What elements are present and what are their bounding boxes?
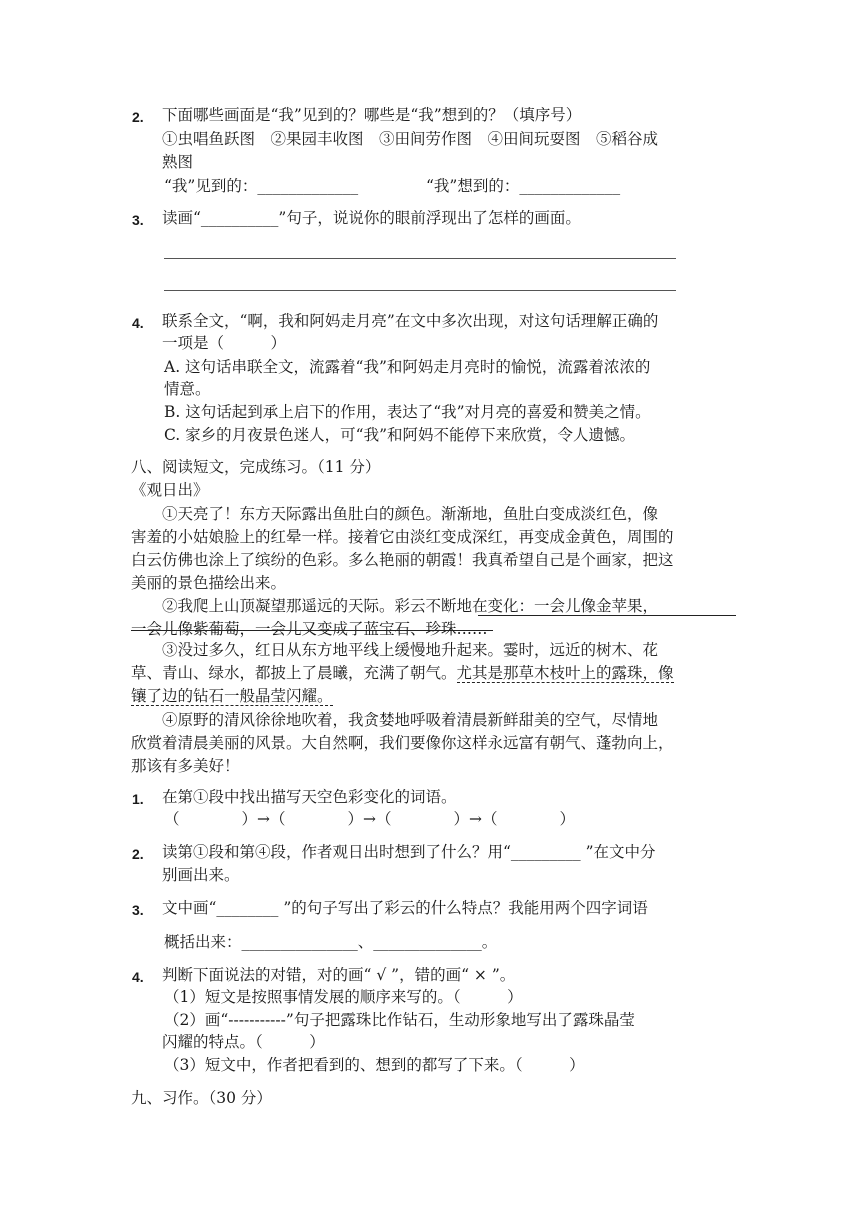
q2-number: 2. bbox=[132, 109, 144, 125]
s8q1-blanks: （ ）→（ ）→（ ）→（ ） bbox=[164, 810, 575, 828]
s8q3-blanks: 概括出来：_______________、______________。 bbox=[164, 933, 498, 951]
s8q1-number: 1. bbox=[132, 791, 144, 807]
passage-p3-line bbox=[131, 685, 333, 707]
q4-option-a: A. 这句话串联全文，流露着“我”和阿妈走月亮时的愉悦，流露着浓浓的 bbox=[164, 358, 651, 376]
q2-prompt: 下面哪些画面是“我”见到的？哪些是“我”想到的？（填序号） bbox=[162, 106, 582, 124]
q2-options-cont: 熟图 bbox=[162, 153, 194, 171]
s8q4-item-2-cont: 闪耀的特点。（ ） bbox=[162, 1033, 325, 1051]
q4-option-a-cont: 情意。 bbox=[164, 380, 211, 398]
answer-line bbox=[164, 290, 676, 291]
passage-p1-line: 害羞的小姑娘脸上的红晕一样。接着它由淡红变成深红，再变成金黄色，周围的 bbox=[131, 528, 674, 546]
s8q4-item-3: （3）短文中，作者把看到的、想到的都写了下来。（ ） bbox=[164, 1056, 585, 1074]
s8q2-prompt: 读第①段和第④段，作者观日出时想到了什么？用“_________ ”在文中分 bbox=[162, 843, 656, 861]
passage-p4-line: 欣赏着清晨美丽的风景。大自然啊，我们要像你这样永远富有朝气、蓬勃向上， bbox=[131, 734, 674, 752]
passage-p3-line bbox=[131, 662, 674, 684]
s8q2-prompt-cont: 别画出来。 bbox=[162, 866, 240, 884]
passage-p1-line: 白云仿佛也涂上了缤纷的色彩。多么艳丽的朝霞！我真希望自己是个画家，把这 bbox=[131, 551, 674, 569]
q2-options: ①虫唱鱼跃图 ②果园丰收图 ③田间劳作图 ④田间玩耍图 ⑤稻谷成 bbox=[162, 130, 659, 148]
q3-prompt: 读画“__________”句子，说说你的眼前浮现出了怎样的画面。 bbox=[162, 209, 581, 227]
q4-number: 4. bbox=[132, 315, 144, 331]
s8q4-number: 4. bbox=[132, 969, 144, 985]
s8q2-number: 2. bbox=[132, 846, 144, 862]
q4-prompt-cont: 一项是（ ） bbox=[162, 334, 287, 352]
passage-p2-plain: ②我爬上山顶凝望那遥远的天际。 bbox=[131, 597, 395, 615]
passage-p1-line: 美丽的景色描绘出来。 bbox=[131, 574, 287, 592]
section-heading: 九、习作。（30 分） bbox=[131, 1089, 272, 1107]
passage-p4-line: 那该有多美好！ bbox=[131, 757, 240, 775]
passage-p3-dashed-cont: 镶了边的钻石一般晶莹闪耀。 bbox=[131, 687, 333, 705]
answer-line bbox=[164, 258, 676, 259]
s8q1-prompt: 在第①段中找出描写天空色彩变化的词语。 bbox=[162, 788, 457, 806]
passage-p3-plain: 草、青山、绿水，都披上了晨曦，充满了朝气。 bbox=[131, 664, 457, 682]
s8q3-prompt: 文中画“________ ”的句子写出了彩云的什么特点？我能用两个四字词语 bbox=[162, 899, 648, 917]
underline-mark bbox=[478, 615, 736, 616]
s8q3-number: 3. bbox=[132, 902, 144, 918]
q4-prompt: 联系全文，“啊，我和阿妈走月亮”在文中多次出现，对这句话理解正确的 bbox=[162, 312, 659, 330]
passage-p3-line: ③没过多久，红日从东方地平线上缓慢地升起来。霎时，远近的树木、花 bbox=[131, 641, 659, 659]
s8q4-prompt: 判断下面说法的对错，对的画“ √ ”，错的画“ × ”。 bbox=[162, 966, 516, 984]
underline-mark bbox=[131, 630, 493, 631]
s8q4-item-2: （2）画“-----------”句子把露珠比作钻石，生动形象地写出了露珠晶莹 bbox=[164, 1011, 635, 1029]
passage-p2-line: 一会儿像紫葡萄，一会儿又变成了蓝宝石、珍珠…… bbox=[131, 620, 488, 638]
passage-title: 《观日出》 bbox=[131, 481, 209, 499]
passage-p2-line bbox=[131, 595, 658, 617]
q2-seen-blank: “我”见到的：_____________ bbox=[164, 177, 359, 195]
q3-number: 3. bbox=[132, 212, 144, 228]
passage-p4-line: ④原野的清风徐徐地吹着，我贪婪地呼吸着清晨新鲜甜美的空气，尽情地 bbox=[131, 711, 659, 729]
passage-p1-line: ①天亮了！东方天际露出鱼肚白的颜色。渐渐地，鱼肚白变成淡红色，像 bbox=[131, 505, 659, 523]
passage-p3-dashed: 尤其是那草木枝叶上的露珠，像 bbox=[456, 664, 674, 682]
section-heading: 八、阅读短文，完成练习。（11 分） bbox=[131, 458, 381, 476]
q4-option-c: C. 家乡的月夜景色迷人，可“我”和阿妈不能停下来欣赏，令人遗憾。 bbox=[164, 426, 636, 444]
passage-p2-underlined: 彩云不断地在变化：一会儿像金苹果， bbox=[394, 597, 659, 615]
s8q4-item-1: （1）短文是按照事情发展的顺序来写的。（ ） bbox=[164, 988, 523, 1006]
q2-imagined-blank: “我”想到的：_____________ bbox=[426, 177, 621, 195]
q4-option-b: B. 这句话起到承上启下的作用，表达了“我”对月亮的喜爱和赞美之情。 bbox=[164, 403, 651, 421]
